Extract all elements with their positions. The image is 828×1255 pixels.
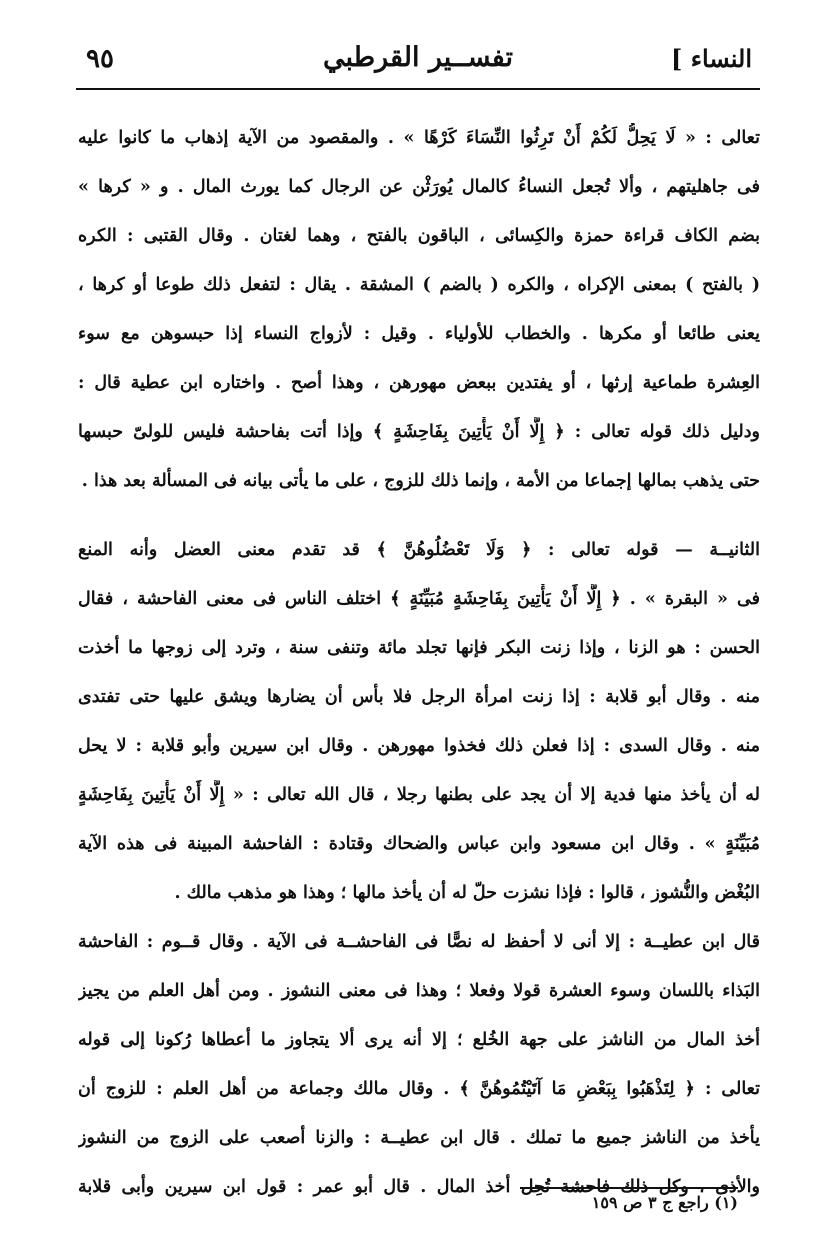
footnote-divider <box>520 1187 738 1189</box>
text-line: العِشرة طماعية إرثها ، أو يفتدين ببعض مهورهن ، وهذا أصح . واختاره ابن عطية قال : <box>78 373 760 393</box>
text-line: فى جاهليتهم ، وألا تُجعل النساءُ كالمال يُورَثْن عن الرجال كما يورث المال . و « كرها » <box>78 177 760 197</box>
text-line: فى « البقرة » . ﴿ إِلَّا أَنْ يَأْتِينَ بِفَاحِشَةٍ مُبَيِّنَةٍ ﴾ اختلف الناس فى معنى الفاحشة ، فقال <box>78 589 760 609</box>
text-line: البَذاء باللسان وسوء العشرة قولا وفعلا ؛ وهذا فى معنى النشوز . ومن أهل العلم من يجيز <box>78 981 760 1001</box>
text-line: منه . وقال أبو قلابة : إذا زنت امرأة الرجل فلا بأس أن يضارها ويشق عليها حتى تفتدى <box>78 687 760 707</box>
text-line: الحسن : هو الزنا ، وإذا زنت البكر فإنها تجلد مائة وتنفى سنة ، وترد إلى زوجها ما أخذت <box>78 638 760 658</box>
text-line: قال ابن عطيــة : إلا أنى لا أحفظ له نصًّا فى الفاحشــة فى الآية . وقال قــوم : الفاحشة <box>78 932 760 952</box>
text-line: يأخذ من الناشز جميع ما تملك . قال ابن عطيــة : والزنا أصعب على الزوج من النشوز <box>78 1128 760 1148</box>
text-line: والأذى ، وكل ذلك فاحشة تُحِل أخذ المال . قال أبو عمر : قول ابن سيرين وأبى قلابة <box>78 1177 760 1197</box>
footnote: (١) راجع ج ٣ ص ١٥٩ <box>591 1193 738 1212</box>
text-line: مُبَيِّنَةٍ » . وقال ابن مسعود وابن عباس والضحاك وقتادة : الفاحشة المبينة فى هذه الآية <box>78 834 760 854</box>
text-line: منه . وقال السدى : إذا فعلن ذلك فخذوا مهورهن . وقال ابن سيرين وأبو قلابة : لا يحل <box>78 736 760 756</box>
text-line: حتى يذهب بمالها إجماعا من الأمة ، وإنما ذلك للزوج ، على ما يأتى بيانه فى المسألة بعد هذا . <box>81 471 760 491</box>
text-line: تعالى : ﴿ لِتَذْهَبُوا بِبَعْضِ مَا آتَيْتُمُوهُنَّ ﴾ . وقال مالك وجماعة من أهل العلم : للزوج أن <box>78 1079 760 1099</box>
page-number: ٩٥ <box>86 44 114 74</box>
text-line: بضم الكاف قراءة حمزة والكِسائى ، الباقون بالفتح ، وهما لغتان . وقال القتبى : الكره <box>78 226 760 246</box>
main-text <box>78 123 760 1221</box>
text-line: تعالى : « لَا يَحِلُّ لَكُمْ أَنْ تَرِثُوا النِّسَاءَ كَرْهًا » . والمقصود من الآية إذهاب ما كانوا عليه <box>78 128 760 148</box>
text-line: الثانيــة — قوله تعالى : ﴿ وَلَا تَعْضُلُوهُنَّ ﴾ قد تقدم معنى العضل وأنه المنع <box>78 540 760 560</box>
text-line: ودليل ذلك قوله تعالى : ﴿ إِلَّا أَنْ يَأْتِينَ بِفَاحِشَةٍ ﴾ وإذا أتت بفاحشة فليس للولىّ حبسها <box>78 422 760 442</box>
text-line: له أن يأخذ منها فدية إلا أن يجد على بطنها رجلا ، قال الله تعالى : « إِلَّا أَنْ يَأْتِينَ بِفَاحِشَةٍ <box>78 785 760 805</box>
text-line: يعنى طائعا أو مكرها . والخطاب للأولياء . وقيل : لأزواج النساء إذا حبسوهن مع سوء <box>78 324 760 344</box>
paragraph-gap <box>78 515 760 535</box>
book-title: تفســير القرطبي <box>323 42 513 73</box>
text-line: ( بالفتح ) بمعنى الإكراه ، والكره ( بالضم ) المشقة . يقال : لتفعل ذلك طوعا أو كرها ، <box>78 275 760 295</box>
text-line: البُغْض والنُّشوز ، قالوا : فإذا نشزت حلّ له أن يأخذ مالها ؛ وهذا هو مذهب مالك . <box>174 883 760 903</box>
text-line: أخذ المال من الناشز على جهة الخُلع ؛ إلا أنه يرى ألا يتجاوز ما أعطاها رُكونا إلى قوله <box>78 1030 760 1050</box>
running-header <box>76 38 760 90</box>
surah-name: النساء ] <box>671 44 752 73</box>
